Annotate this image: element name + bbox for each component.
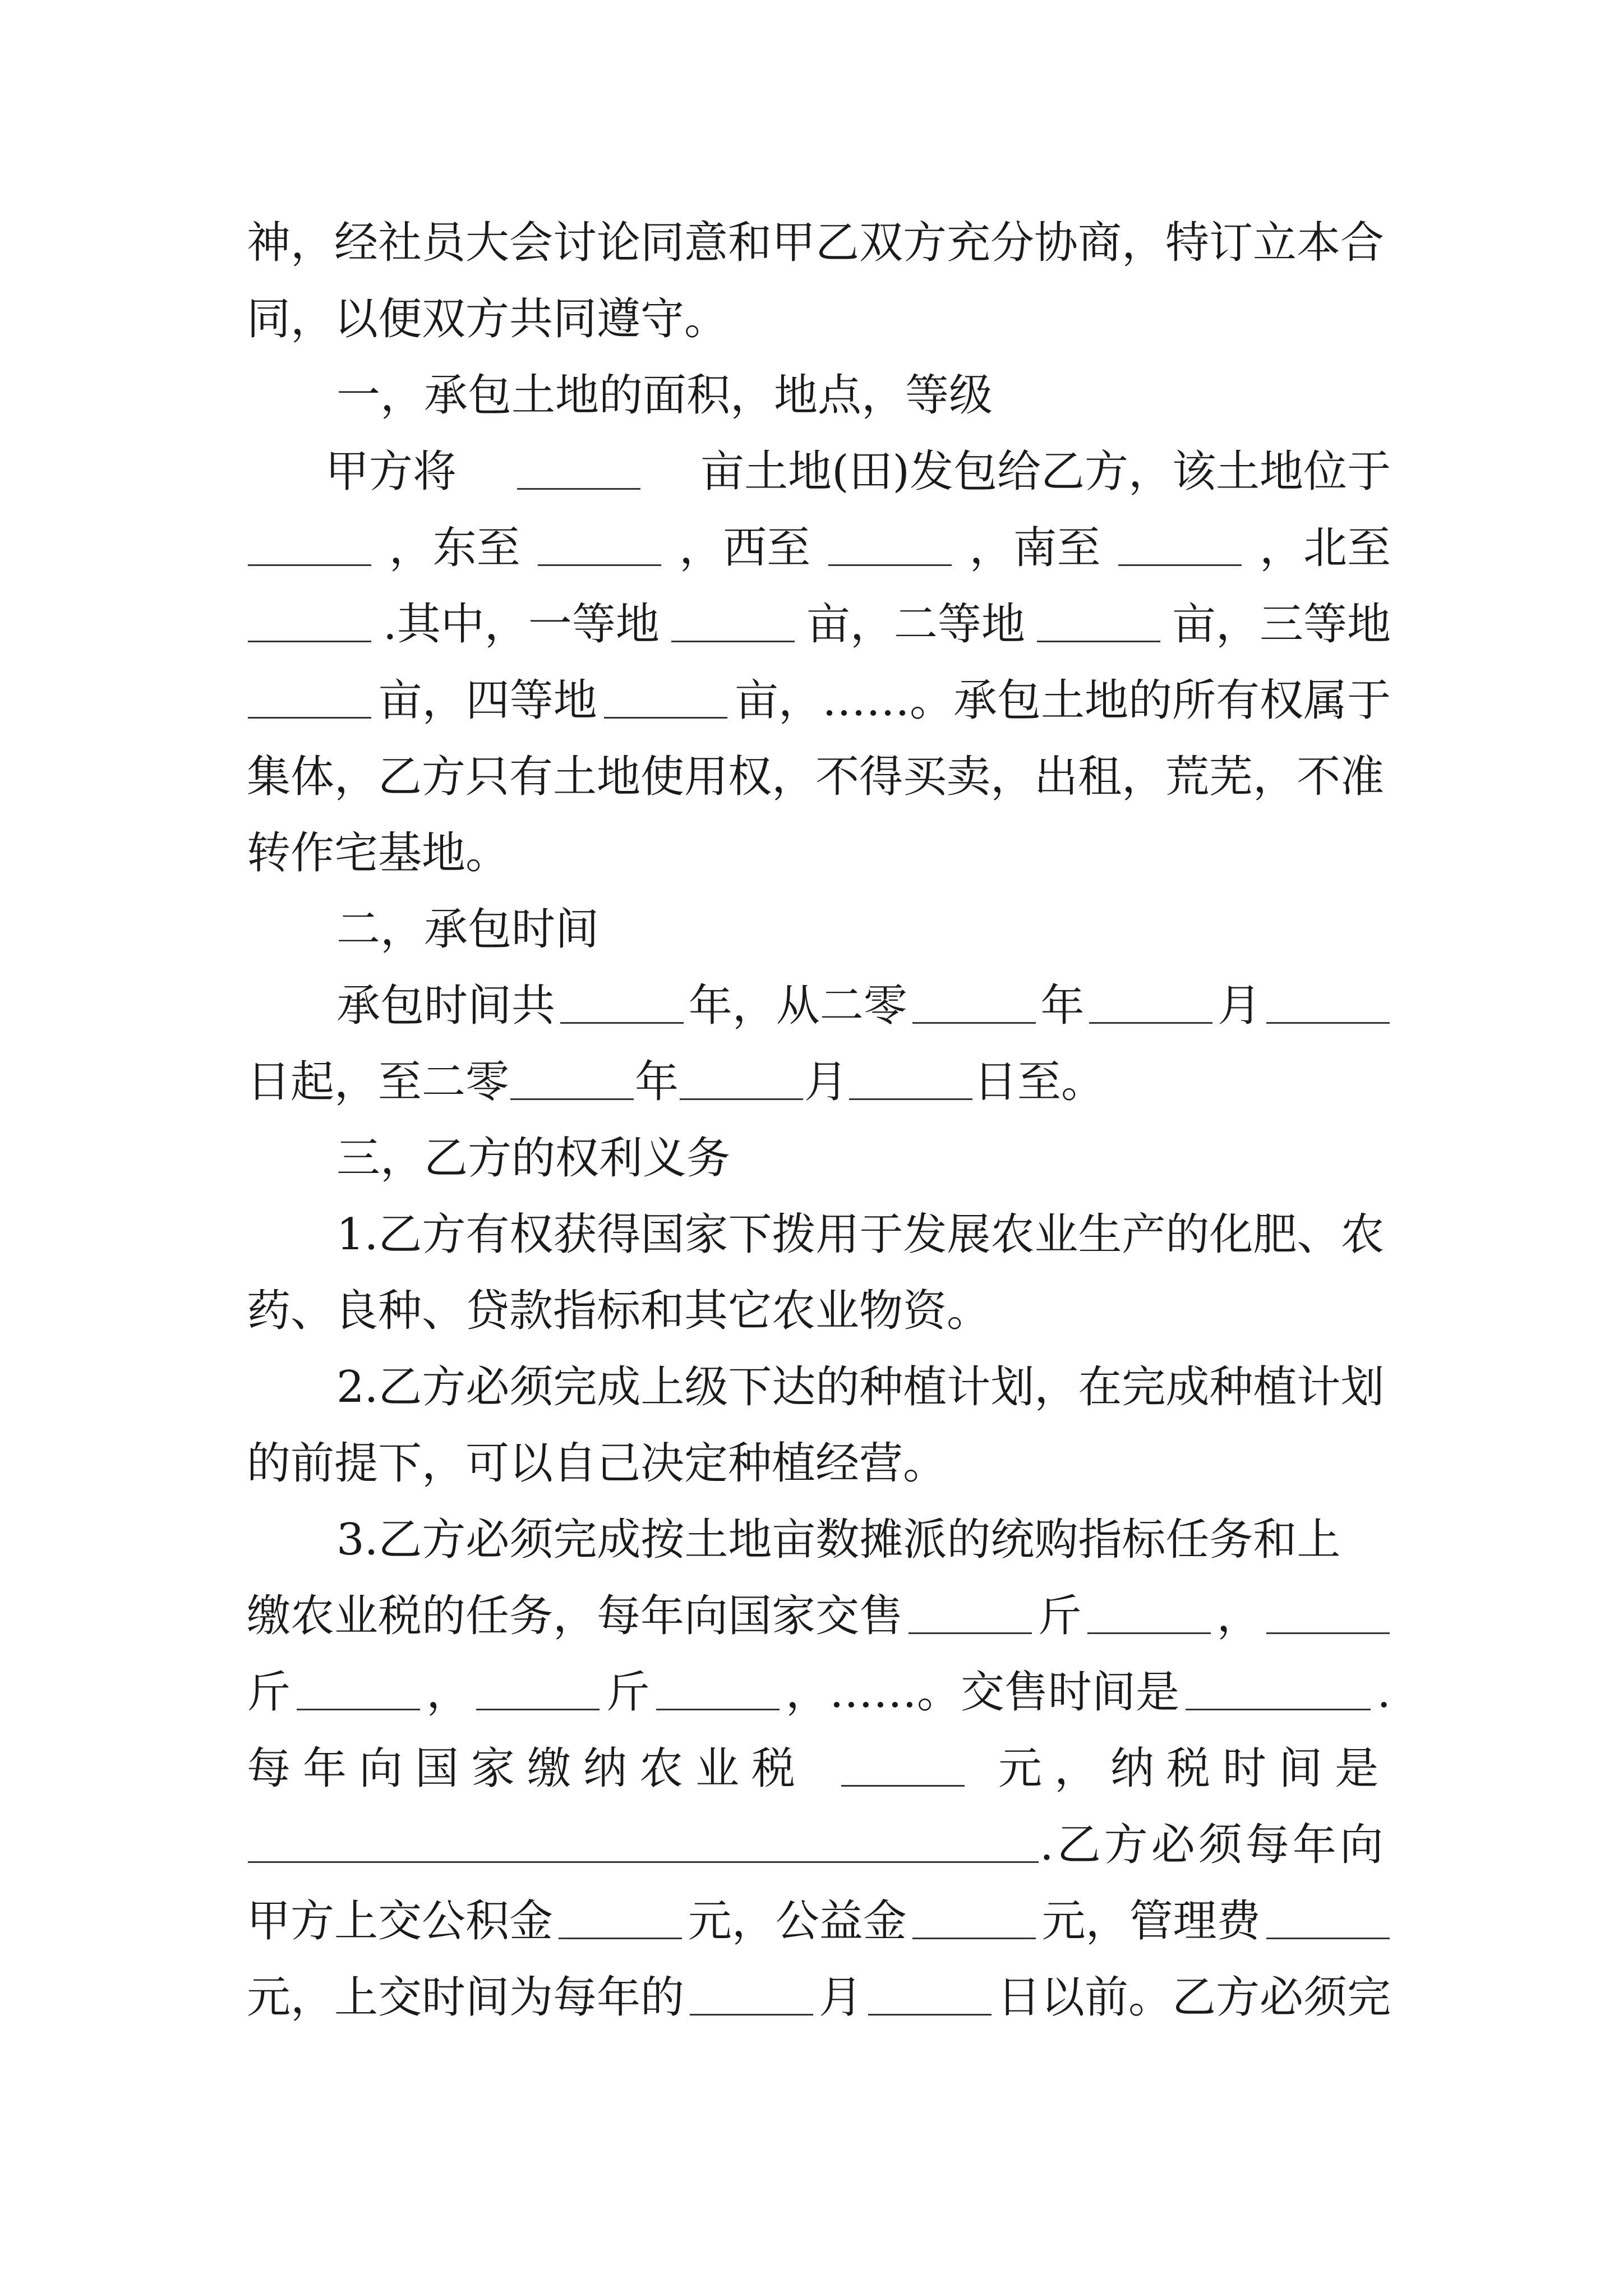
fill-blank[interactable] [248,1859,1039,1863]
paragraph-line [247,968,1391,1044]
text-segment: ， [426,1667,471,1718]
fill-blank[interactable] [690,2012,813,2016]
fill-blank[interactable] [248,715,371,719]
paragraph-line [247,1578,1391,1654]
fill-blank[interactable] [912,1020,1036,1024]
fill-blank[interactable] [909,1630,1032,1634]
text-segment: ，北至 [1259,523,1391,573]
paragraph-line [247,510,1391,586]
fill-blank[interactable] [828,562,952,566]
paragraph-line [247,434,1391,510]
fill-blank[interactable] [248,638,371,642]
text-segment: 月 [804,1057,849,1107]
paragraph-line [247,1502,1391,1578]
fill-blank[interactable] [297,1706,420,1710]
section-heading-2 [247,891,1391,968]
text-segment: 日起，至二零 [247,1057,510,1107]
text-segment: 年 [635,1057,679,1107]
text-segment: ，东至 [389,523,520,573]
section-heading-3 [247,1120,1391,1197]
text-segment: 同，以便双方共同遵守。 [247,294,728,344]
text-segment: 甲方上交公积金 [247,1896,554,1947]
fill-blank[interactable] [841,1783,965,1787]
fill-blank[interactable] [517,486,640,490]
text-segment: 日至。 [974,1057,1105,1107]
text-segment: 转作宅基地。 [247,828,510,878]
paragraph-line [247,205,1391,281]
paragraph-line [247,739,1391,815]
text-segment: 元，管理费 [1041,1896,1261,1947]
text-segment: .其中，一等地 [383,599,660,650]
text-segment: 亩，三等地 [1172,599,1391,650]
section-heading-1 [247,357,1391,434]
text-segment: ，……。交售时间是 [785,1667,1179,1718]
paragraph-line [247,1807,1391,1883]
text-segment: 年 [1040,981,1085,1031]
paragraph-line [247,662,1391,739]
text-segment: ，南至 [969,523,1101,573]
fill-blank[interactable] [538,562,661,566]
fill-blank[interactable] [656,1706,780,1710]
text-segment: 元，上交时间为每年的 [247,1972,685,2023]
text-segment: . [1377,1667,1391,1718]
fill-blank[interactable] [1118,562,1242,566]
text-segment: 的前提下，可以自己决定种植经营。 [247,1438,947,1489]
fill-blank[interactable] [1266,1630,1390,1634]
fill-blank[interactable] [868,2012,992,2016]
paragraph-line [247,586,1391,662]
fill-blank[interactable] [1266,1020,1390,1024]
section-title: 二，承包时间 [336,904,600,955]
fill-blank[interactable] [248,562,371,566]
text-segment: 亩，……。承包土地的所有权属于 [734,675,1391,726]
text-segment: 甲方将 [325,447,457,497]
fill-blank[interactable] [1266,1935,1390,1939]
text-segment: 承包时间共 [336,981,556,1031]
text-segment: 亩，四等地 [378,675,597,726]
text-segment: 亩，二等地 [806,599,1025,650]
text-segment: 斤 [1038,1591,1082,1641]
fill-blank[interactable] [604,715,727,719]
text-segment: 集体，乙方只有土地使用权，不得买卖，出租，荒芜，不准 [247,752,1385,802]
section-title: 三，乙方的权利义务 [336,1133,731,1184]
fill-blank[interactable] [559,1935,682,1939]
section-title: 一，承包土地的面积，地点，等级 [336,370,993,421]
paragraph-line [247,1349,1391,1425]
contract-body [247,205,1391,2036]
text-segment: 月 [1218,981,1262,1031]
fill-blank[interactable] [680,1096,803,1100]
text-segment: 2.乙方必须完成上级下达的种植计划，在完成种植计划 [336,1362,1385,1412]
fill-blank[interactable] [560,1020,684,1024]
text-segment: 斤 [247,1667,291,1718]
fill-blank[interactable] [1087,1630,1211,1634]
text-segment: 年，从二零 [688,981,907,1031]
text-segment: 药、良种、贷款指标和其它农业物资。 [247,1286,991,1336]
text-segment: 3.乙方必须完成按土地亩数摊派的统购指标任务和上 [336,1515,1341,1565]
text-segment: 神，经社员大会讨论同意和甲乙双方充分协商，特订立本合 [247,218,1385,268]
paragraph-line [247,1959,1391,2036]
paragraph-line [247,815,1391,891]
text-segment: 缴农业税的任务，每年向国家交售 [247,1591,903,1641]
text-segment: 月 [818,1972,863,2023]
text-segment: 元，公益金 [688,1896,907,1947]
paragraph-line [247,1197,1391,1273]
fill-blank[interactable] [1037,638,1160,642]
paragraph-line [247,1654,1391,1731]
paragraph-line [247,281,1391,357]
text-segment: 日以前。乙方必须完 [997,1972,1391,2023]
fill-blank[interactable] [1089,1020,1212,1024]
text-segment: 亩土地(田)发包给乙方，该土地位于 [700,447,1391,497]
fill-blank[interactable] [1186,1706,1371,1710]
fill-blank[interactable] [476,1706,600,1710]
text-segment: ， [1216,1591,1261,1641]
text-segment: 每年向国家缴纳农业税 [247,1743,808,1794]
text-segment: 1.乙方有权获得国家下拨用于发展农业生产的化肥、农 [336,1209,1385,1260]
fill-blank[interactable] [912,1935,1036,1939]
paragraph-line [247,1273,1391,1349]
paragraph-line [247,1044,1391,1120]
paragraph-line [247,1425,1391,1502]
text-segment: .乙方必须每年向 [1040,1820,1387,1870]
paragraph-line [247,1731,1391,1807]
text-segment: ，西至 [679,523,811,573]
fill-blank[interactable] [671,638,795,642]
paragraph-line [247,1883,1391,1959]
fill-blank[interactable] [510,1096,634,1100]
text-segment: 斤 [606,1667,650,1718]
text-segment: 元，纳税时间是 [998,1743,1391,1794]
fill-blank[interactable] [849,1096,972,1100]
